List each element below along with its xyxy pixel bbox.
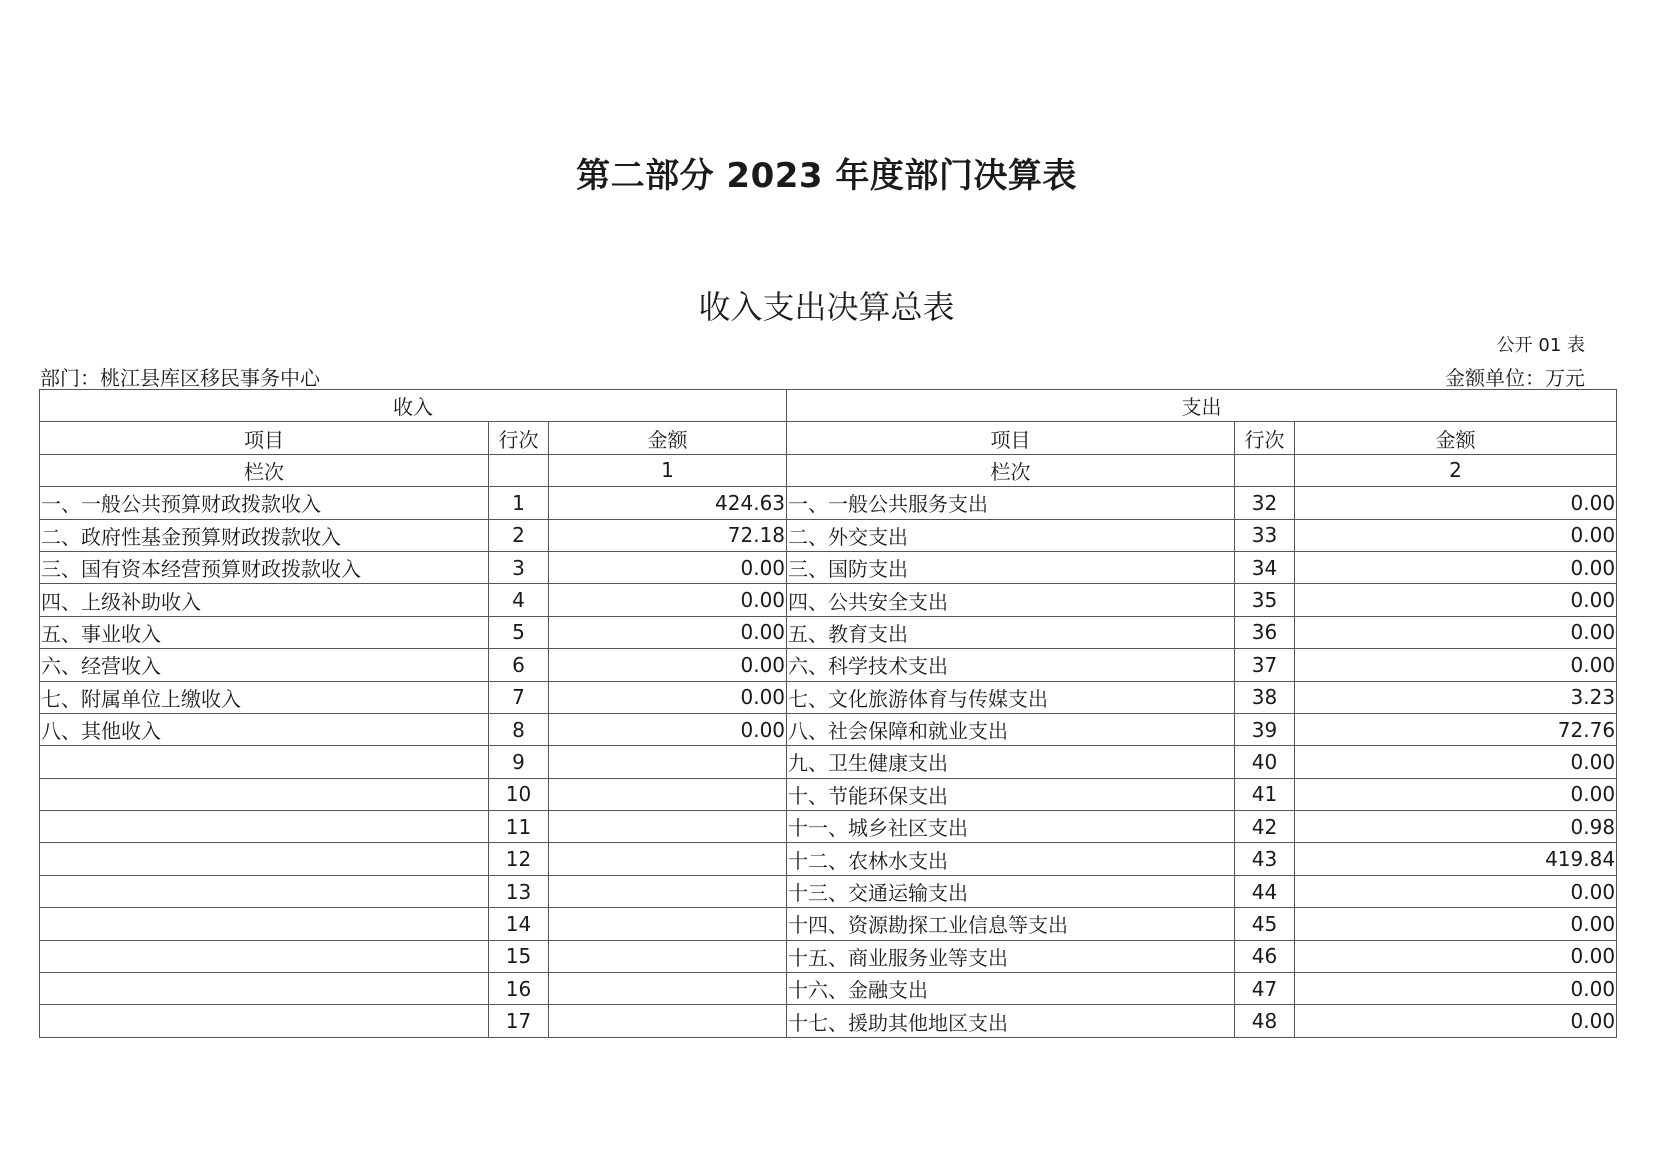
expense-amount-cell: 0.00 xyxy=(1295,1005,1617,1037)
income-amount-cell: 0.00 xyxy=(549,584,787,616)
expense-item-cell: 一、一般公共服务支出 xyxy=(787,487,1235,519)
table-row xyxy=(40,487,1617,519)
expense-row-no-cell: 45 xyxy=(1235,908,1295,940)
expense-amount-cell: 0.00 xyxy=(1295,616,1617,648)
table-row xyxy=(40,940,1617,972)
expense-row-no-cell: 34 xyxy=(1235,551,1295,583)
income-item-cell: 三、国有资本经营预算财政拨款收入 xyxy=(40,551,489,583)
expense-amount-cell: 3.23 xyxy=(1295,681,1617,713)
column-number-row xyxy=(40,454,1617,486)
income-column-number: 1 xyxy=(549,454,787,486)
expense-amount-cell: 0.00 xyxy=(1295,908,1617,940)
income-item-cell xyxy=(40,908,489,940)
table-row xyxy=(40,649,1617,681)
expense-item-cell: 七、文化旅游体育与传媒支出 xyxy=(787,681,1235,713)
expense-amount-cell: 0.00 xyxy=(1295,778,1617,810)
income-amount-header: 金额 xyxy=(549,422,787,454)
expense-item-cell: 九、卫生健康支出 xyxy=(787,746,1235,778)
income-row-no-cell: 1 xyxy=(489,487,549,519)
income-row-no-cell: 9 xyxy=(489,746,549,778)
income-row-no-cell: 14 xyxy=(489,908,549,940)
table-row xyxy=(40,973,1617,1005)
expense-item-cell: 四、公共安全支出 xyxy=(787,584,1235,616)
income-item-cell: 八、其他收入 xyxy=(40,713,489,745)
income-column-blank xyxy=(489,454,549,486)
income-row-no-cell: 11 xyxy=(489,811,549,843)
income-amount-cell: 0.00 xyxy=(549,616,787,648)
expense-row-no-cell: 32 xyxy=(1235,487,1295,519)
income-amount-cell: 0.00 xyxy=(549,649,787,681)
unit-label: 金额单位：万元 xyxy=(1445,366,1585,390)
income-item-cell: 一、一般公共预算财政拨款收入 xyxy=(40,487,489,519)
expense-amount-cell: 0.00 xyxy=(1295,875,1617,907)
income-item-cell: 四、上级补助收入 xyxy=(40,584,489,616)
expense-amount-cell: 0.00 xyxy=(1295,584,1617,616)
expense-item-cell: 十三、交通运输支出 xyxy=(787,875,1235,907)
income-item-cell xyxy=(40,811,489,843)
expense-column-blank xyxy=(1235,454,1295,486)
income-row-no-cell: 6 xyxy=(489,649,549,681)
expense-amount-cell: 72.76 xyxy=(1295,713,1617,745)
income-row-no-cell: 10 xyxy=(489,778,549,810)
expense-amount-cell: 0.00 xyxy=(1295,649,1617,681)
table-row xyxy=(40,713,1617,745)
table-row xyxy=(40,843,1617,875)
income-amount-cell: 424.63 xyxy=(549,487,787,519)
expense-item-cell: 八、社会保障和就业支出 xyxy=(787,713,1235,745)
income-item-cell xyxy=(40,973,489,1005)
income-row-no-cell: 7 xyxy=(489,681,549,713)
income-amount-cell xyxy=(549,778,787,810)
income-amount-cell: 72.18 xyxy=(549,519,787,551)
expense-row-no-cell: 35 xyxy=(1235,584,1295,616)
table-row xyxy=(40,908,1617,940)
table-code: 公开 01 表 xyxy=(1496,335,1585,356)
expense-row-no-cell: 47 xyxy=(1235,973,1295,1005)
income-row-no-cell: 12 xyxy=(489,843,549,875)
income-amount-cell xyxy=(549,875,787,907)
expense-item-cell: 十、节能环保支出 xyxy=(787,778,1235,810)
expense-item-cell: 五、教育支出 xyxy=(787,616,1235,648)
expense-row-no-cell: 37 xyxy=(1235,649,1295,681)
table-row xyxy=(40,584,1617,616)
expense-row-no-cell: 33 xyxy=(1235,519,1295,551)
expense-amount-cell: 0.00 xyxy=(1295,519,1617,551)
expense-row-no-cell: 44 xyxy=(1235,875,1295,907)
expense-item-cell: 三、国防支出 xyxy=(787,551,1235,583)
income-amount-cell xyxy=(549,843,787,875)
income-item-cell xyxy=(40,875,489,907)
income-row-no-header: 行次 xyxy=(489,422,549,454)
expense-amount-cell: 419.84 xyxy=(1295,843,1617,875)
income-row-no-cell: 13 xyxy=(489,875,549,907)
income-amount-cell: 0.00 xyxy=(549,681,787,713)
expense-amount-cell: 0.00 xyxy=(1295,487,1617,519)
expense-row-no-cell: 39 xyxy=(1235,713,1295,745)
table-body xyxy=(40,487,1617,1038)
income-row-no-cell: 17 xyxy=(489,1005,549,1037)
income-item-cell: 七、附属单位上缴收入 xyxy=(40,681,489,713)
expense-item-cell: 十六、金融支出 xyxy=(787,973,1235,1005)
income-item-cell: 六、经营收入 xyxy=(40,649,489,681)
income-amount-cell xyxy=(549,908,787,940)
expense-column-label: 栏次 xyxy=(787,454,1235,486)
income-row-no-cell: 16 xyxy=(489,973,549,1005)
expense-amount-cell: 0.98 xyxy=(1295,811,1617,843)
income-row-no-cell: 4 xyxy=(489,584,549,616)
expense-row-no-cell: 41 xyxy=(1235,778,1295,810)
income-amount-cell xyxy=(549,973,787,1005)
expense-amount-cell: 0.00 xyxy=(1295,940,1617,972)
income-item-cell: 五、事业收入 xyxy=(40,616,489,648)
income-amount-cell: 0.00 xyxy=(549,551,787,583)
expense-item-cell: 六、科学技术支出 xyxy=(787,649,1235,681)
table-row xyxy=(40,1005,1617,1037)
income-row-no-cell: 2 xyxy=(489,519,549,551)
income-item-header: 项目 xyxy=(40,422,489,454)
income-item-cell xyxy=(40,746,489,778)
expense-amount-cell: 0.00 xyxy=(1295,746,1617,778)
income-amount-cell xyxy=(549,940,787,972)
department-label: 部门：桃江县库区移民事务中心 xyxy=(40,366,320,390)
income-amount-cell xyxy=(549,811,787,843)
page-title: 第二部分 2023 年度部门决算表 xyxy=(576,156,1077,196)
expense-item-cell: 十二、农林水支出 xyxy=(787,843,1235,875)
expense-item-header: 项目 xyxy=(787,422,1235,454)
income-row-no-cell: 15 xyxy=(489,940,549,972)
table-row xyxy=(40,875,1617,907)
income-item-cell: 二、政府性基金预算财政拨款收入 xyxy=(40,519,489,551)
expense-row-no-cell: 48 xyxy=(1235,1005,1295,1037)
income-row-no-cell: 5 xyxy=(489,616,549,648)
expense-item-cell: 十五、商业服务业等支出 xyxy=(787,940,1235,972)
income-item-cell xyxy=(40,940,489,972)
income-amount-cell xyxy=(549,746,787,778)
expense-row-no-cell: 36 xyxy=(1235,616,1295,648)
expense-amount-cell: 0.00 xyxy=(1295,551,1617,583)
expense-row-no-cell: 38 xyxy=(1235,681,1295,713)
expense-item-cell: 二、外交支出 xyxy=(787,519,1235,551)
income-item-cell xyxy=(40,778,489,810)
expense-row-no-cell: 46 xyxy=(1235,940,1295,972)
expense-row-no-cell: 40 xyxy=(1235,746,1295,778)
income-section-header: 收入 xyxy=(40,390,787,422)
income-amount-cell xyxy=(549,1005,787,1037)
expense-column-number: 2 xyxy=(1295,454,1617,486)
column-header-row xyxy=(40,422,1617,454)
table-row xyxy=(40,811,1617,843)
table-row xyxy=(40,778,1617,810)
expense-row-no-header: 行次 xyxy=(1235,422,1295,454)
expense-amount-cell: 0.00 xyxy=(1295,973,1617,1005)
income-row-no-cell: 3 xyxy=(489,551,549,583)
table-row xyxy=(40,746,1617,778)
table-row xyxy=(40,681,1617,713)
income-column-label: 栏次 xyxy=(40,454,489,486)
table-title: 收入支出决算总表 xyxy=(698,288,955,326)
income-item-cell xyxy=(40,1005,489,1037)
income-row-no-cell: 8 xyxy=(489,713,549,745)
expense-row-no-cell: 43 xyxy=(1235,843,1295,875)
expense-amount-header: 金额 xyxy=(1295,422,1617,454)
expense-row-no-cell: 42 xyxy=(1235,811,1295,843)
table-row xyxy=(40,616,1617,648)
income-amount-cell: 0.00 xyxy=(549,713,787,745)
expense-item-cell: 十一、城乡社区支出 xyxy=(787,811,1235,843)
expense-item-cell: 十七、援助其他地区支出 xyxy=(787,1005,1235,1037)
table-row xyxy=(40,551,1617,583)
section-header-row xyxy=(40,390,1617,422)
expense-section-header: 支出 xyxy=(787,390,1617,422)
income-item-cell xyxy=(40,843,489,875)
expense-item-cell: 十四、资源勘探工业信息等支出 xyxy=(787,908,1235,940)
income-expense-table xyxy=(39,389,1617,1038)
table-row xyxy=(40,519,1617,551)
